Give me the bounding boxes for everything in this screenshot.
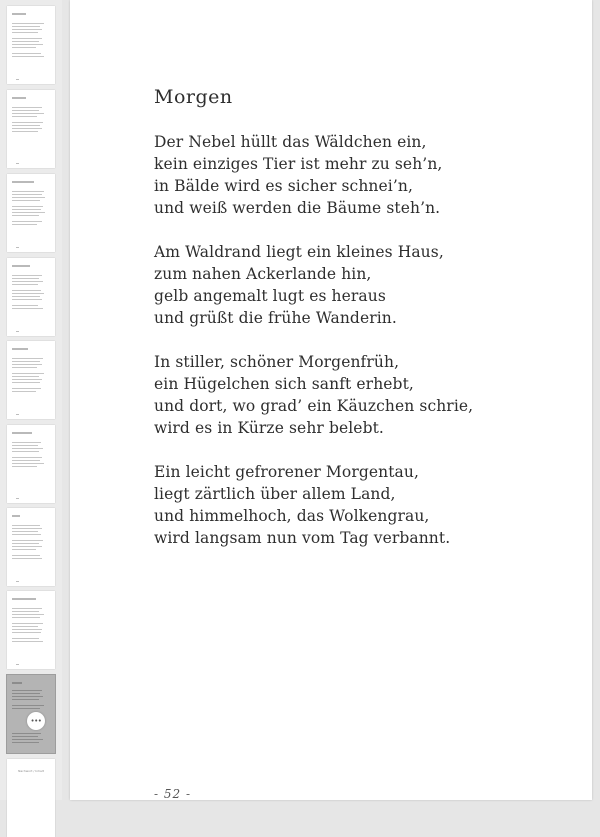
page-thumbnail[interactable]: [7, 508, 55, 586]
verse-line: und weiß werden die Bäume steh’n.: [154, 199, 441, 217]
stanza: [154, 351, 473, 439]
verse-line: Der Nebel hüllt das Wäldchen ein,: [154, 133, 427, 151]
verse-line: in Bälde wird es sicher schnei’n,: [154, 177, 413, 195]
thumbnail-sidebar: [0, 0, 62, 800]
page-thumbnail[interactable]: [7, 6, 55, 84]
page-thumbnail[interactable]: [7, 258, 55, 336]
thumbnail-label: Nachwort / Inhalt: [18, 769, 44, 773]
verse-line: Am Waldrand liegt ein kleines Haus,: [154, 243, 444, 261]
verse-line: zum nahen Ackerlande hin,: [154, 265, 372, 283]
verse-line: und himmelhoch, das Wolkengrau,: [154, 507, 430, 525]
verse-line: gelb angemalt lugt es heraus: [154, 287, 386, 305]
verse-line: ein Hügelchen sich sanft erhebt,: [154, 375, 414, 393]
more-options-icon[interactable]: •••: [27, 712, 45, 730]
verse-line: und dort, wo grad’ ein Käuzchen schrie,: [154, 397, 474, 415]
stanza: [154, 131, 473, 219]
stanza: [154, 241, 473, 329]
document-page: [70, 0, 592, 800]
page-thumbnail[interactable]: [7, 90, 55, 168]
stanza: [154, 461, 473, 549]
verse-line: wird es in Kürze sehr belebt.: [154, 419, 384, 437]
verse-line: liegt zärtlich über allem Land,: [154, 485, 396, 503]
verse-line: und grüßt die frühe Wanderin.: [154, 309, 397, 327]
verse-line: kein einziges Tier ist mehr zu seh’n,: [154, 155, 443, 173]
verse-line: In stiller, schöner Morgenfrüh,: [154, 353, 400, 371]
page-thumbnail[interactable]: [7, 425, 55, 503]
page-number: - 52 -: [154, 787, 192, 801]
page-thumbnail[interactable]: [7, 341, 55, 419]
page-thumbnail[interactable]: [7, 174, 55, 252]
verse-line: wird langsam nun vom Tag verbannt.: [154, 529, 451, 547]
poem-body: [154, 131, 473, 571]
page-thumbnail[interactable]: [7, 591, 55, 669]
page-thumbnail-selected[interactable]: [7, 675, 55, 753]
poem-title: Morgen: [154, 86, 233, 108]
page-thumbnail[interactable]: [7, 759, 55, 837]
verse-line: Ein leicht gefrorener Morgentau,: [154, 463, 420, 481]
